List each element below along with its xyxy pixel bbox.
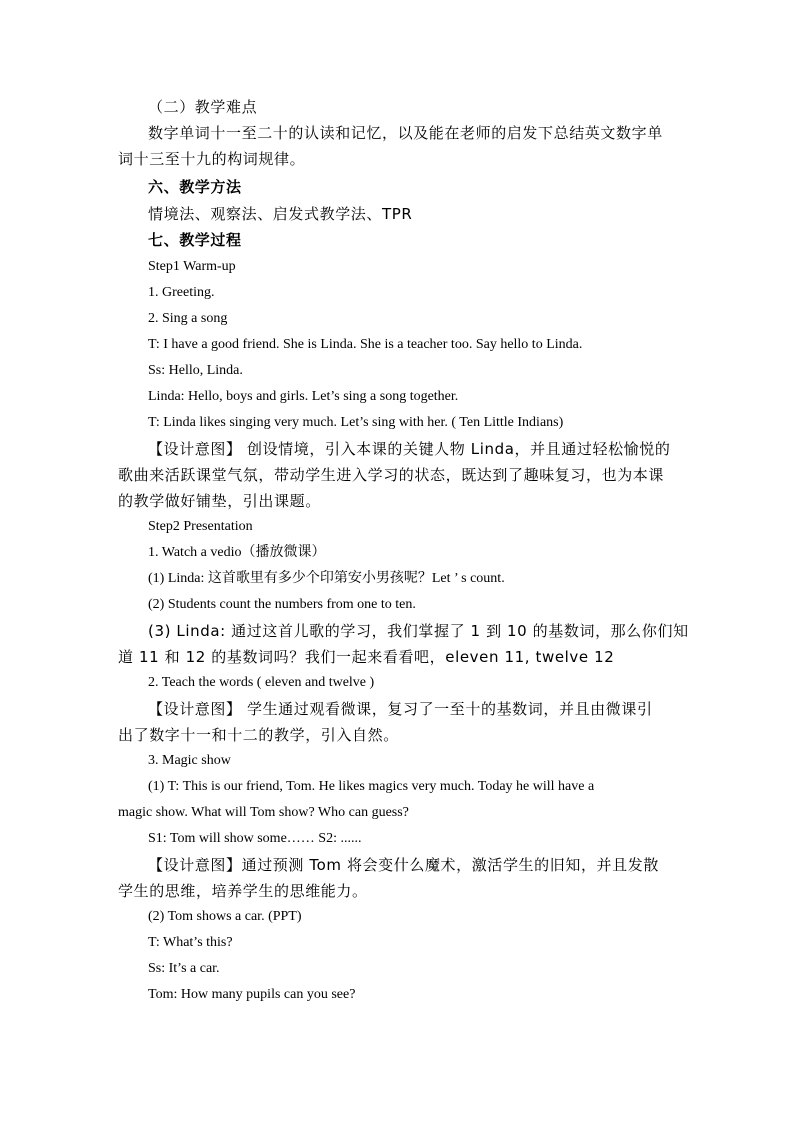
paragraph-line: (2) Students count the numbers from one to ten.: [148, 597, 416, 612]
dialogue-line: Ss: It’s a car.: [148, 961, 220, 976]
paragraph-line: 的教学做好铺垫，引出课题。: [118, 492, 321, 510]
design-intent-line: 【设计意图】 创设情境，引入本课的关键人物 Linda，并且通过轻松愉悦的: [148, 440, 671, 458]
design-intent-line: 【设计意图】通过预测 Tom 将会变什么魔术，激活学生的旧知，并且发散: [148, 856, 659, 874]
paragraph-line: (1) T: This is our friend, Tom. He likes magics very much. Today he will have a: [148, 779, 595, 794]
step-heading-presentation: Step2 Presentation: [148, 519, 253, 534]
dialogue-line: Ss: Hello, Linda.: [148, 363, 243, 378]
paragraph-line: (3) Linda: 通过这首儿歌的学习，我们掌握了 1 到 10 的基数词，那么你们知: [148, 622, 689, 640]
paragraph-line: 学生的思维，培养学生的思维能力。: [118, 882, 368, 900]
paragraph-line: 数字单词十一至二十的认读和记忆，以及能在老师的启发下总结英文数字单: [148, 124, 663, 142]
paragraph-line: (2) Tom shows a car. (PPT): [148, 909, 302, 924]
paragraph-line: 1. Greeting.: [148, 285, 215, 300]
paragraph-line: 词十三至十九的构词规律。: [118, 150, 306, 168]
dialogue-line: T: Linda likes singing very much. Let’s sing with her. ( Ten Little Indians): [148, 415, 564, 430]
paragraph-line: 2. Teach the words ( eleven and twelve ): [148, 675, 375, 690]
section-heading-teaching-process: 七、教学过程: [148, 231, 242, 249]
paragraph-line: 1. Watch a vedio（播放微课）: [148, 545, 326, 560]
subsection-heading-teaching-difficulties: （二）教学难点: [148, 98, 258, 116]
paragraph-line: 2. Sing a song: [148, 311, 228, 326]
design-intent-line: 【设计意图】 学生通过观看微课，复习了一至十的基数词，并且由微课引: [148, 700, 653, 718]
paragraph-line: magic show. What will Tom show? Who can guess?: [118, 805, 409, 820]
dialogue-line: Linda: Hello, boys and girls. Let’s sing a song together.: [148, 389, 459, 404]
paragraph-line: 出了数字十一和十二的教学，引入自然。: [118, 726, 399, 744]
step-heading-warm-up: Step1 Warm-up: [148, 259, 236, 274]
dialogue-line: Tom: How many pupils can you see?: [148, 987, 356, 1002]
paragraph-line: (1) Linda: 这首歌里有多少个印第安小男孩呢？Let ’ s count.: [148, 571, 505, 586]
paragraph-line: 3. Magic show: [148, 753, 231, 768]
dialogue-line: S1: Tom will show some…… S2: ......: [148, 831, 362, 846]
dialogue-line: T: What’s this?: [148, 935, 233, 950]
section-heading-teaching-methods: 六、教学方法: [148, 178, 242, 196]
paragraph-line: 歌曲来活跃课堂气氛，带动学生进入学习的状态，既达到了趣味复习，也为本课: [118, 466, 665, 484]
paragraph-line: 情境法、观察法、启发式教学法、TPR: [148, 205, 413, 223]
paragraph-line: 道 11 和 12 的基数词吗？我们一起来看看吧，eleven 11, twelve 12: [118, 648, 615, 666]
dialogue-line: T: I have a good friend. She is Linda. She is a teacher too. Say hello to Linda.: [148, 337, 583, 352]
